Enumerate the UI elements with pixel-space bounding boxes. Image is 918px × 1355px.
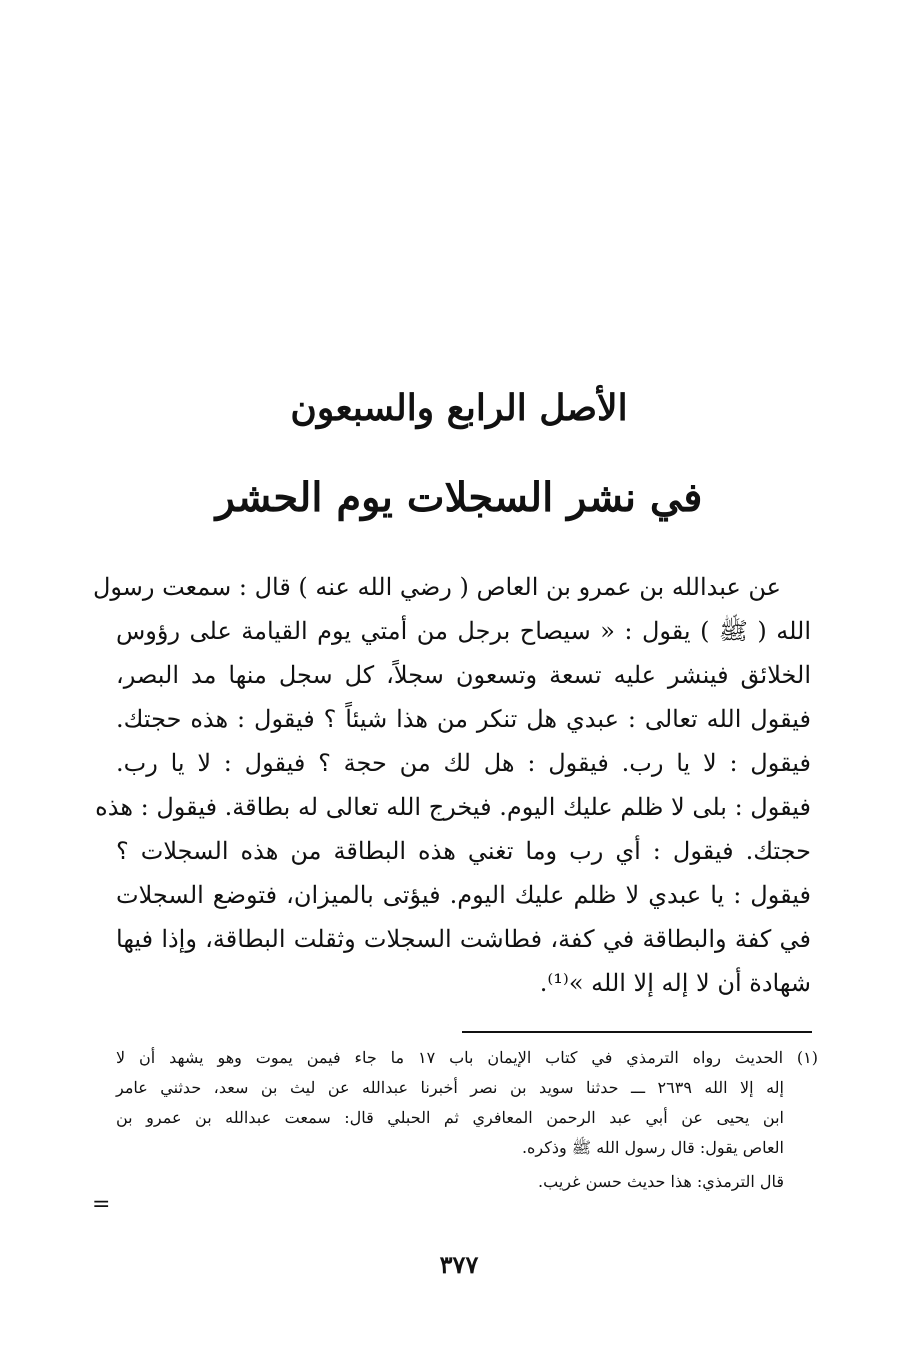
chapter-subtitle: في نشر السجلات يوم الحشر xyxy=(215,474,703,521)
continuation-mark: = xyxy=(92,1192,111,1217)
body-line: فيقول الله تعالى : عبدي هل تنكر من هذا شيئاً ؟ فيقول : هذه حجتك. xyxy=(116,705,811,733)
footnote-note: قال الترمذي: هذا حديث حسن غريب. xyxy=(538,1172,784,1191)
body-line: فيقول : لا يا رب. فيقول : هل لك من حجة ؟ فيقول : لا يا رب. xyxy=(116,749,811,777)
footnote-line: العاص يقول: قال رسول الله ﷺ وذكره. xyxy=(521,1138,784,1157)
body-line: فيقول : يا عبدي لا ظلم عليك اليوم. فيؤتى بالميزان، فتوضع السجلات xyxy=(116,881,811,909)
footnotes xyxy=(116,1043,818,1199)
body-line: فيقول : بلى لا ظلم عليك اليوم. فيخرج الله تعالى له بطاقة. فيقول : هذه xyxy=(95,793,811,821)
footnote-divider xyxy=(462,1031,812,1033)
body-line: الله ( ﷺ ) يقول : « سيصاح برجل من أمتي يوم القيامة على رؤوس xyxy=(116,617,811,645)
footnote-line: إله إلا الله ٢٦٣٩ ـــ حدثنا سويد بن نصر أخبرنا عبدالله عن ليث بن سعد، حدثني عامر xyxy=(116,1078,785,1097)
page-number: ٣٧٧ xyxy=(439,1250,479,1279)
footnote-line: ابن يحيى عن أبي عبد الرحمن المعافري ثم الحبلي قال: سمعت عبدالله بن عمرو بن xyxy=(116,1108,784,1127)
hadith-text xyxy=(92,565,811,1005)
body-line: حجتك. فيقول : أي رب وما تغني هذه البطاقة من هذه السجلات ؟ xyxy=(116,837,811,865)
footnote-line: (١) الحديث رواه الترمذي في كتاب الإيمان باب ١٧ ما جاء فيمن يموت وهو يشهد أن لا xyxy=(116,1048,818,1067)
body-line: في كفة والبطاقة في كفة، فطاشت السجلات وثقلت البطاقة، وإذا فيها xyxy=(116,925,811,953)
body-line: عن عبدالله بن عمرو بن العاص ( رضي الله عنه ) قال : سمعت رسول xyxy=(92,573,781,601)
chapter-title: الأصل الرابع والسبعون xyxy=(290,387,628,429)
body-line: شهادة أن لا إله إلا الله »⁽¹⁾. xyxy=(539,969,811,997)
body-line: الخلائق فينشر عليه تسعة وتسعون سجلاً، كل سجل منها مد البصر، xyxy=(116,661,811,689)
